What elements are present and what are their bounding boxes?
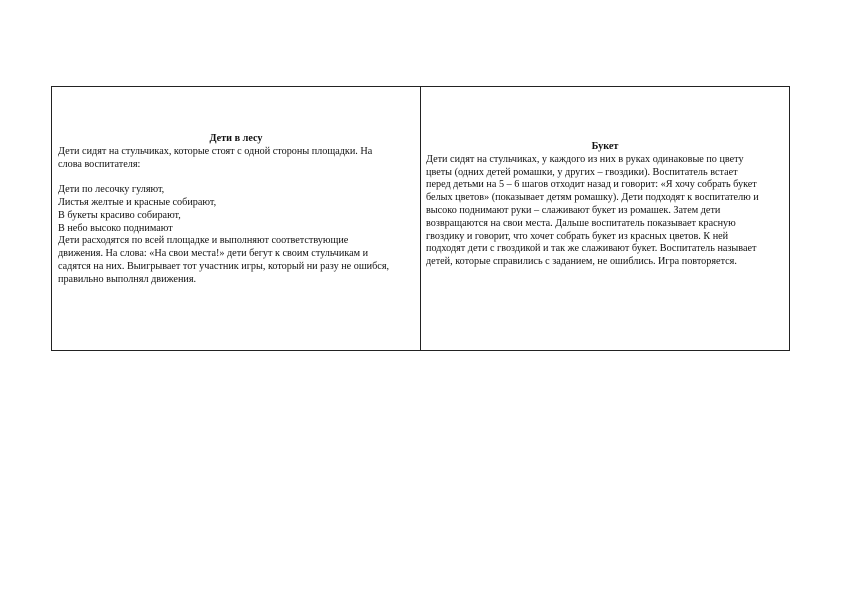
text-line: правильно выполнял движения.: [58, 273, 197, 285]
text-line: Дети сидят на стульчиках, которые стоят с одной стороны площадки. На: [58, 145, 373, 157]
game-cell-forest: [52, 87, 421, 350]
games-table: [51, 86, 790, 351]
poem-line: В небо высоко поднимают: [58, 222, 173, 234]
game-title: Букет: [591, 141, 619, 152]
poem-line: Дети по лесочку гуляют,: [58, 184, 165, 196]
text-line: белых цветов» (показывает детям ромашку). Дети подходят к воспитателю и: [426, 192, 759, 204]
game-title: Дети в лесу: [209, 133, 263, 144]
text-line: возвращаются на свои места. Дальше воспитатель показывает красную: [426, 217, 736, 229]
text-line: цветы (одних детей ромашки, у других – гвоздики). Воспитатель встает: [426, 166, 738, 178]
game-cell-bouquet: [421, 87, 789, 350]
text-line: детей, которые справились с заданием, не ошиблись. Игра повторяется.: [426, 256, 737, 268]
poem-line: В букеты красиво собирают,: [58, 209, 181, 221]
text-line: слова воспитателя:: [58, 158, 141, 170]
text-line: садятся на них. Выигрывает тот участник игры, который ни разу не ошибся,: [58, 260, 390, 272]
blank-line: [58, 171, 414, 184]
text-line: подходят дети с гвоздикой и так же слаживают букет. Воспитатель называет: [426, 243, 757, 255]
text-line: высоко поднимают руки – слаживают букет из ромашек. Затем дети: [426, 204, 721, 216]
text-line: перед детьми на 5 – 6 шагов отходит назад и говорит: «Я хочу собрать букет: [426, 179, 757, 191]
text-line: движения. На слова: «На свои места!» дети бегут к своим стульчикам и: [58, 248, 369, 260]
text-line: Дети расходятся по всей площадке и выполняют соответствующие: [58, 235, 349, 247]
text-line: гвоздику и говорит, что хочет собрать букет из красных цветов. К ней: [426, 230, 729, 242]
text-line: Дети сидят на стульчиках, у каждого из них в руках одинаковые по цвету: [426, 153, 744, 165]
poem-line: Листья желтые и красные собирают,: [58, 196, 217, 208]
